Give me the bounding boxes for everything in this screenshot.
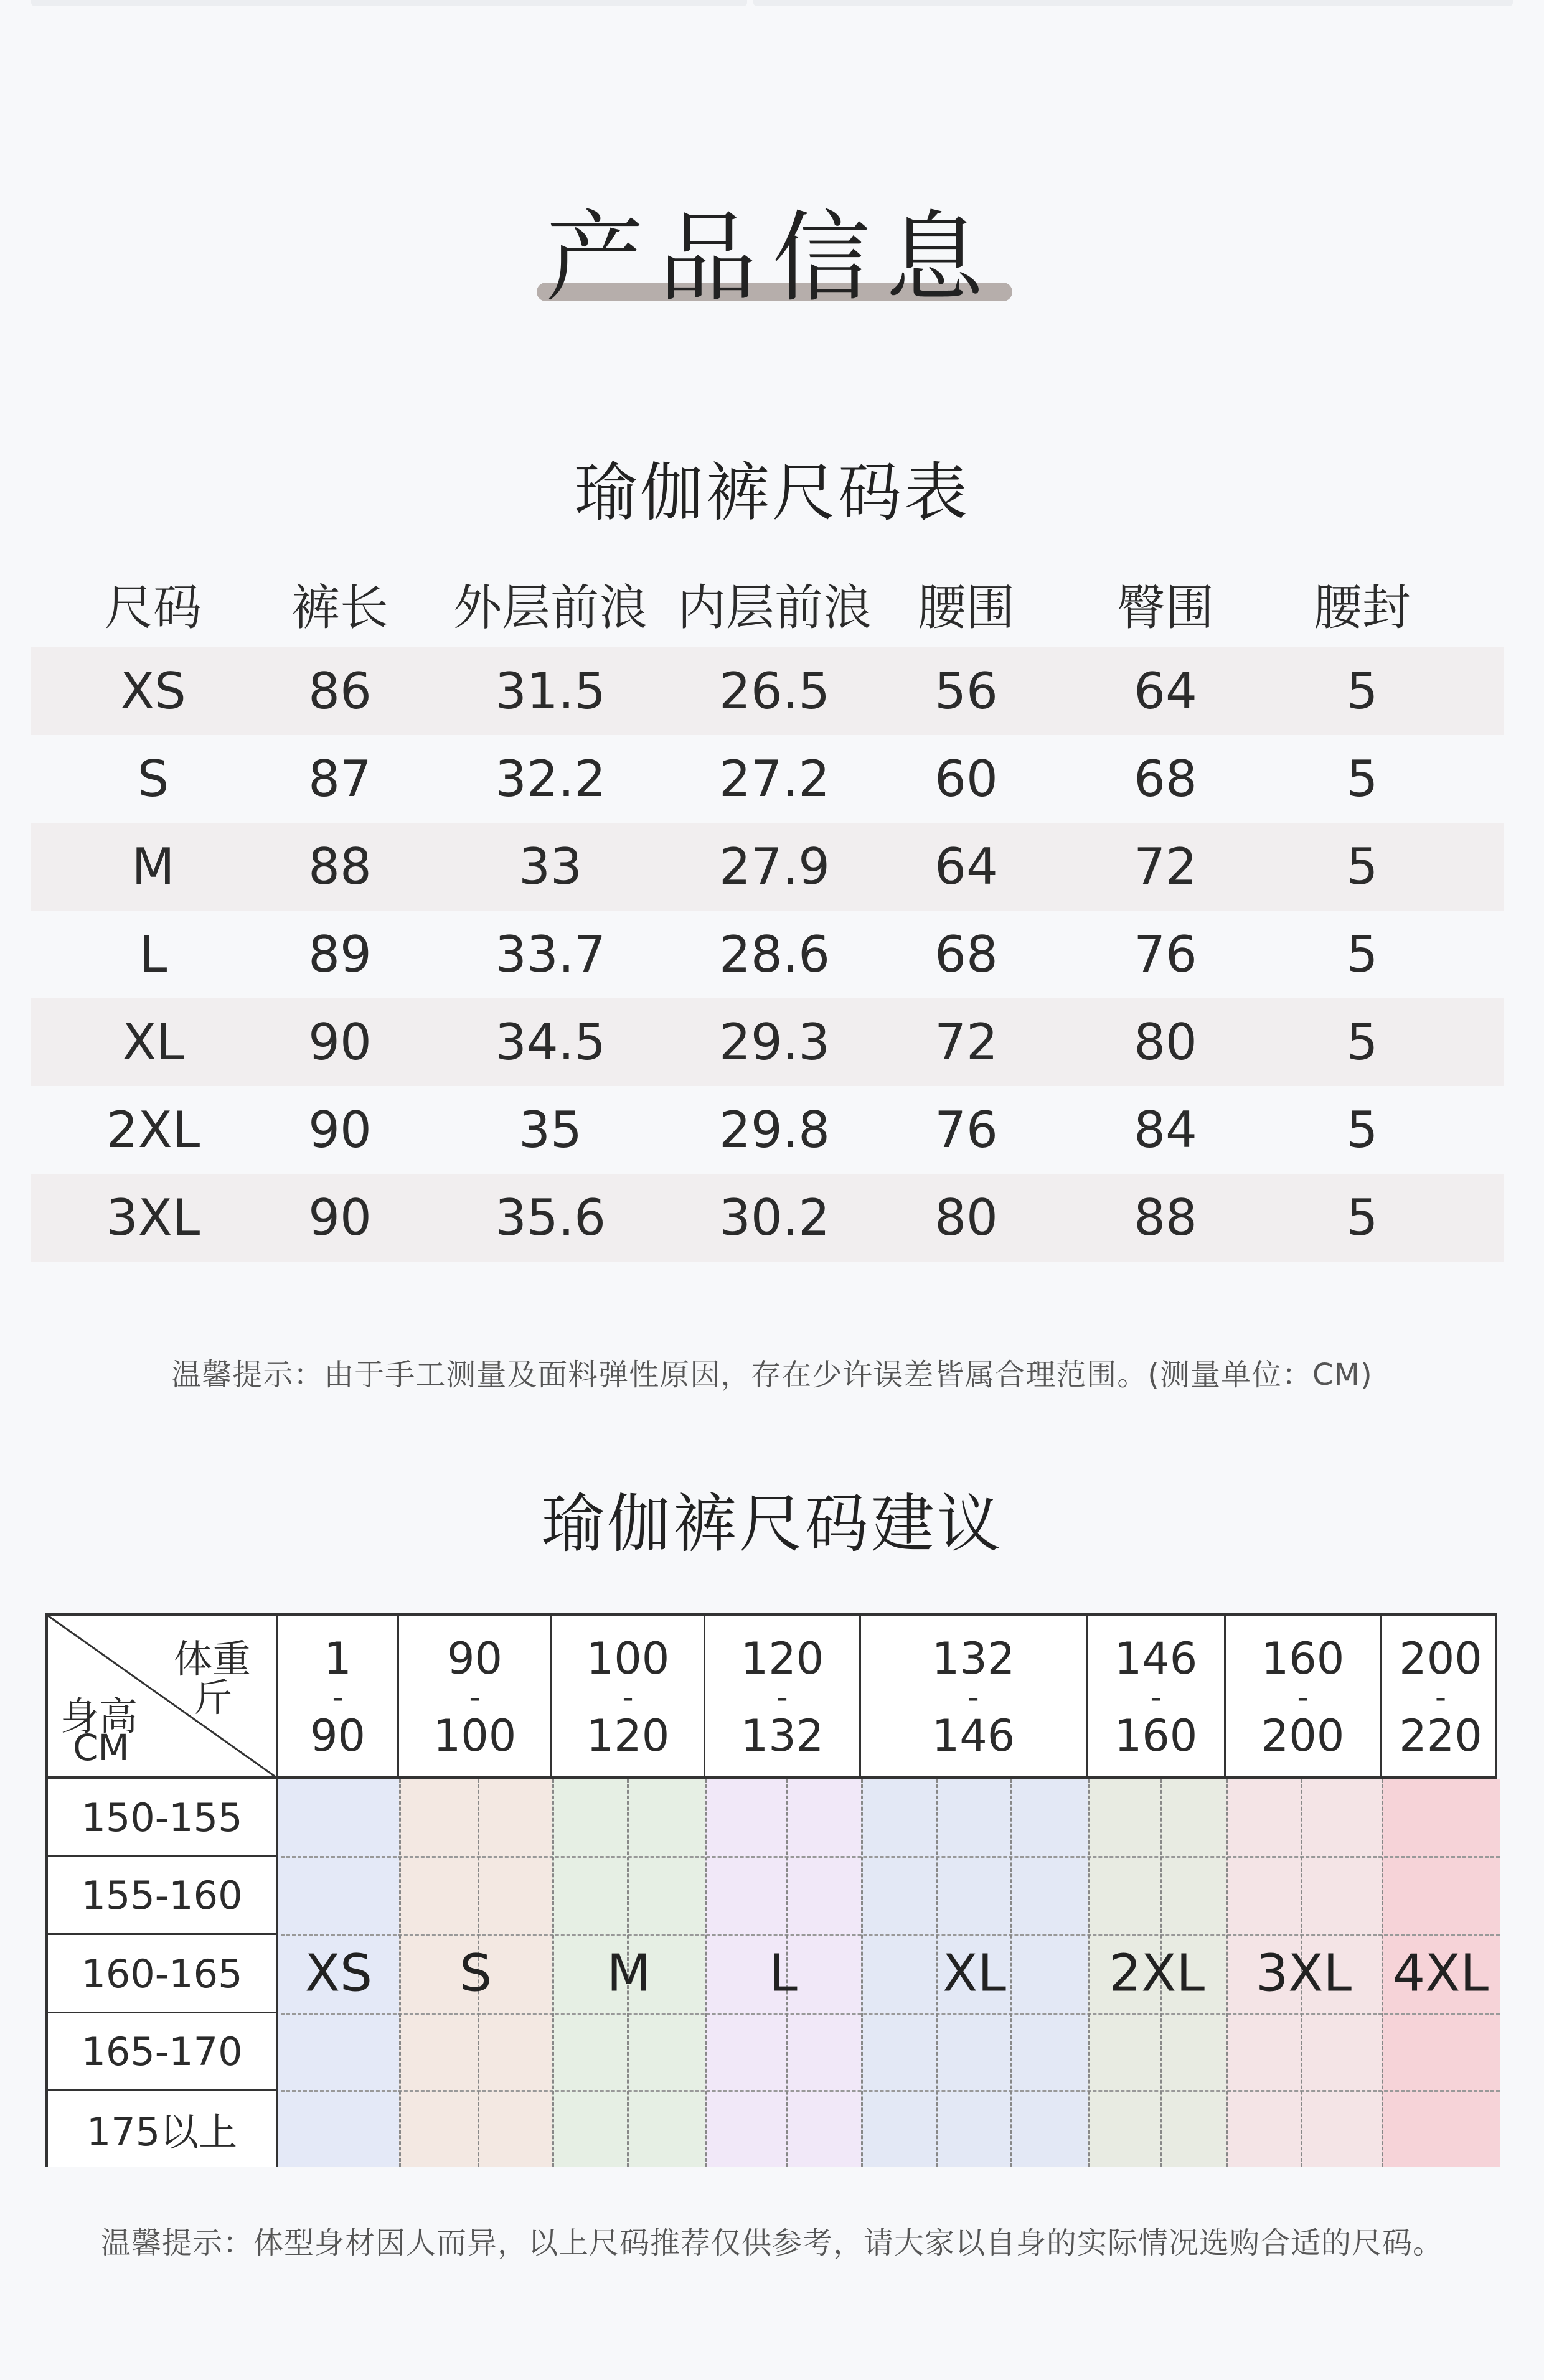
size-chart-row <box>31 1174 1504 1262</box>
grid-row-dash <box>281 1934 1500 1936</box>
size-recommendation-label: 2XL <box>1108 1944 1205 2003</box>
grid-column-dash <box>936 1779 938 2167</box>
size-chart-cell: L <box>139 925 167 983</box>
weight-column-header <box>399 1616 552 1779</box>
grid-column-dash <box>399 1779 401 2167</box>
weight-range-end: 90 <box>309 1710 366 1761</box>
size-chart-cell: 26.5 <box>718 662 831 720</box>
size-chart-header-row <box>31 560 1504 647</box>
weight-range-start: 132 <box>931 1633 1015 1684</box>
weight-range-start: 120 <box>740 1633 824 1684</box>
size-chart-row <box>31 735 1504 823</box>
size-chart-cell: 64 <box>1134 662 1197 720</box>
grid-column-dash <box>552 1779 554 2167</box>
corner-weight-unit: 斤 <box>193 1675 232 1720</box>
size-chart-cell: 32.2 <box>494 750 606 808</box>
weight-range-end: 220 <box>1399 1710 1482 1761</box>
weight-column-header <box>1226 1616 1382 1779</box>
grid-row-dash <box>281 2090 1500 2092</box>
size-chart-header-cell: 腰围 <box>917 580 1015 636</box>
recommendation-tip: 温馨提示：体型身材因人而异，以上尺码推荐仅供参考，请大家以自身的实际情况选购合适的尺码。 <box>100 2226 1443 2261</box>
height-row-label: 165-170 <box>48 2013 278 2090</box>
size-recommendation-label: XL <box>943 1944 1006 2003</box>
size-chart-cell: M <box>131 838 175 896</box>
height-row-divider <box>48 2012 278 2013</box>
size-chart-cell: 3XL <box>106 1189 200 1247</box>
weight-range-end: 200 <box>1261 1710 1345 1761</box>
height-row-label: 175以上 <box>48 2090 278 2167</box>
size-chart-row <box>31 911 1504 998</box>
size-chart-cell: 86 <box>308 662 372 720</box>
size-chart-cell: XS <box>120 662 186 720</box>
grid-column-dash <box>1010 1779 1012 2167</box>
size-chart-cell: 28.6 <box>718 925 831 983</box>
size-chart-cell: 64 <box>934 838 998 896</box>
grid-column-dash <box>705 1779 707 2167</box>
grid-column-dash <box>861 1779 863 2167</box>
size-chart-cell: 84 <box>1134 1101 1197 1159</box>
weight-range-end: 160 <box>1114 1710 1198 1761</box>
size-chart-cell: 72 <box>934 1013 998 1071</box>
size-chart-cell: 87 <box>308 750 372 808</box>
size-chart-cell: 5 <box>1346 925 1378 983</box>
height-row-divider <box>48 1855 278 1857</box>
size-recommendation-label: 4XL <box>1392 1944 1489 2003</box>
size-chart-cell: 5 <box>1346 662 1378 720</box>
weight-column-header <box>1088 1616 1226 1779</box>
weight-column-header <box>705 1616 861 1779</box>
size-chart-cell: 76 <box>1134 925 1197 983</box>
size-recommendation-label: 3XL <box>1255 1944 1352 2003</box>
size-chart-cell: 5 <box>1346 838 1378 896</box>
size-chart-cell: 72 <box>1134 838 1197 896</box>
weight-column-header <box>278 1616 399 1779</box>
size-chart-cell: 88 <box>1134 1189 1197 1247</box>
size-recommendation-grid <box>45 1613 1497 2167</box>
weight-column-header <box>552 1616 705 1779</box>
size-chart-cell: 30.2 <box>718 1189 831 1247</box>
size-chart-cell: 5 <box>1346 1101 1378 1159</box>
weight-range-end: 132 <box>740 1710 824 1761</box>
weight-range-dash: - <box>332 1679 344 1715</box>
size-chart-cell: 5 <box>1346 1189 1378 1247</box>
size-chart-cell: 29.8 <box>718 1101 831 1159</box>
section-title: 产品信息 <box>545 201 999 316</box>
weight-range-start: 100 <box>586 1633 670 1684</box>
grid-row-dash <box>281 1856 1500 1858</box>
height-row-label: 160-165 <box>48 1934 278 2013</box>
size-chart-header-cell: 外层前浪 <box>453 580 648 636</box>
weight-range-dash: - <box>1297 1679 1309 1715</box>
grid-corner-cell <box>48 1616 278 1779</box>
size-chart-tip: 温馨提示：由于手工测量及面料弹性原因，存在少许误差皆属合理范围。(测量单位：CM) <box>171 1357 1373 1392</box>
weight-range-dash: - <box>1150 1679 1162 1715</box>
size-chart-cell: 90 <box>308 1189 372 1247</box>
grid-column-dash <box>1088 1779 1090 2167</box>
size-chart-header-cell: 腰封 <box>1313 580 1411 636</box>
size-chart-cell: 33.7 <box>494 925 606 983</box>
height-row-label: 150-155 <box>48 1779 278 1856</box>
weight-range-start: 1 <box>324 1633 352 1684</box>
height-row-divider <box>48 1933 278 1935</box>
size-chart-header-cell: 裤长 <box>291 580 388 636</box>
weight-range-dash: - <box>469 1679 481 1715</box>
size-recommendation-label: S <box>459 1944 492 2003</box>
grid-column-dash <box>1382 1779 1383 2167</box>
size-chart-cell: 80 <box>934 1189 998 1247</box>
size-chart-cell: 56 <box>934 662 998 720</box>
size-chart-cell: 60 <box>934 750 998 808</box>
size-chart-cell: 27.2 <box>718 750 831 808</box>
size-chart-cell: 76 <box>934 1101 998 1159</box>
size-recommendation-label: M <box>606 1944 651 2003</box>
size-chart-cell: 31.5 <box>494 662 606 720</box>
weight-range-start: 200 <box>1399 1633 1482 1684</box>
size-chart-header-cell: 内层前浪 <box>677 580 872 636</box>
recommendation-title: 瑜伽裤尺码建议 <box>541 1488 1003 1562</box>
size-chart-header-cell: 尺码 <box>104 580 202 636</box>
size-chart-cell: 90 <box>308 1101 372 1159</box>
corner-height-label: 身高 <box>60 1694 138 1739</box>
size-chart-cell: 2XL <box>106 1101 200 1159</box>
size-chart-cell: S <box>137 750 169 808</box>
size-chart-cell: 68 <box>934 925 998 983</box>
grid-column-dash <box>1226 1779 1228 2167</box>
size-chart-cell: 5 <box>1346 1013 1378 1071</box>
weight-range-dash: - <box>967 1679 979 1715</box>
size-chart-row <box>31 823 1504 911</box>
size-chart-cell: 35 <box>519 1101 582 1159</box>
grid-row-dash <box>281 2013 1500 2015</box>
size-chart-table <box>31 560 1504 1262</box>
weight-column-header <box>1382 1616 1500 1779</box>
size-chart-row <box>31 998 1504 1086</box>
size-chart-cell: 68 <box>1134 750 1197 808</box>
weight-range-dash: - <box>622 1679 634 1715</box>
size-chart-title: 瑜伽裤尺码表 <box>574 456 970 530</box>
size-chart-cell: 27.9 <box>718 838 831 896</box>
weight-range-dash: - <box>776 1679 788 1715</box>
weight-range-start: 160 <box>1261 1633 1345 1684</box>
section-header <box>0 201 1544 316</box>
corner-weight-label: 体重 <box>173 1636 251 1682</box>
size-recommendation-label: XS <box>304 1944 373 2003</box>
weight-range-start: 90 <box>446 1633 503 1684</box>
size-chart-row <box>31 1086 1504 1174</box>
size-chart-cell: 34.5 <box>494 1013 606 1071</box>
height-row-label: 155-160 <box>48 1856 278 1934</box>
size-chart-cell: 5 <box>1346 750 1378 808</box>
weight-range-end: 146 <box>931 1710 1015 1761</box>
weight-range-start: 146 <box>1114 1633 1198 1684</box>
size-chart-cell: 80 <box>1134 1013 1197 1071</box>
size-chart-cell: 33 <box>519 838 582 896</box>
size-chart-header-cell: 臀围 <box>1116 580 1214 636</box>
size-chart-row <box>31 647 1504 735</box>
size-recommendation-label: L <box>769 1944 798 2003</box>
size-chart-cell: 29.3 <box>718 1013 831 1071</box>
size-chart-cell: 89 <box>308 925 372 983</box>
size-chart-cell: 90 <box>308 1013 372 1071</box>
size-chart-cell: XL <box>122 1013 184 1071</box>
weight-range-dash: - <box>1434 1679 1447 1715</box>
corner-height-unit: CM <box>73 1726 129 1769</box>
height-row-divider <box>48 2089 278 2091</box>
top-divider <box>31 0 1513 7</box>
size-chart-cell: 35.6 <box>494 1189 606 1247</box>
weight-range-end: 100 <box>433 1710 517 1761</box>
size-chart-cell: 88 <box>308 838 372 896</box>
weight-column-header <box>861 1616 1088 1779</box>
weight-range-end: 120 <box>586 1710 670 1761</box>
